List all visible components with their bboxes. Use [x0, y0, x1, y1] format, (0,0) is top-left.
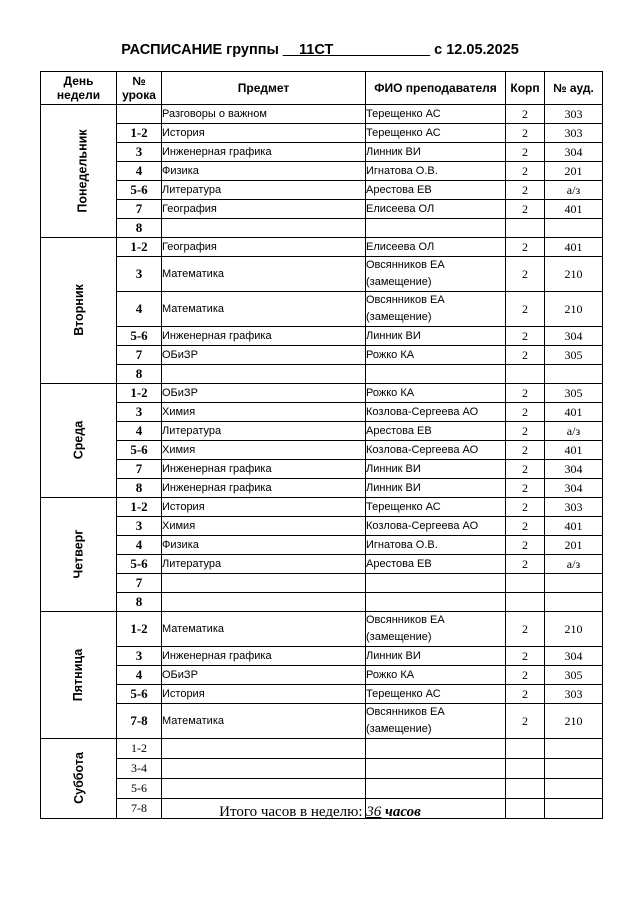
teacher-cell	[366, 593, 506, 612]
lesson-number: 5-6	[117, 441, 162, 460]
header-room: № ауд.	[545, 72, 603, 105]
room-cell: 401	[545, 403, 603, 422]
teacher-cell: Игнатова О.В.	[366, 162, 506, 181]
building-cell: 2	[506, 143, 545, 162]
lesson-number: 4	[117, 422, 162, 441]
lesson-row	[41, 422, 603, 441]
building-cell	[506, 365, 545, 384]
room-cell: 305	[545, 384, 603, 403]
building-cell: 2	[506, 238, 545, 257]
lesson-row	[41, 181, 603, 200]
lesson-number: 1-2	[117, 124, 162, 143]
lesson-row	[41, 384, 603, 403]
lesson-number: 1-2	[117, 498, 162, 517]
subject-cell	[162, 739, 366, 759]
lesson-number: 8	[117, 219, 162, 238]
room-cell: 304	[545, 647, 603, 666]
lesson-row	[41, 346, 603, 365]
lesson-number: 7-8	[117, 704, 162, 739]
building-cell: 2	[506, 124, 545, 143]
schedule-table	[40, 71, 603, 819]
subject-cell: Разговоры о важном	[162, 105, 366, 124]
lesson-number: 3-4	[117, 759, 162, 779]
building-cell: 2	[506, 555, 545, 574]
lesson-row	[41, 685, 603, 704]
lesson-row	[41, 517, 603, 536]
teacher-cell: Рожко КА	[366, 384, 506, 403]
subject-cell: Математика	[162, 292, 366, 327]
building-cell	[506, 219, 545, 238]
building-cell: 2	[506, 498, 545, 517]
building-cell: 2	[506, 666, 545, 685]
lesson-row	[41, 479, 603, 498]
schedule-body	[41, 105, 603, 819]
lesson-number: 7	[117, 346, 162, 365]
building-cell: 2	[506, 327, 545, 346]
room-cell: 303	[545, 105, 603, 124]
room-cell: 303	[545, 498, 603, 517]
building-cell: 2	[506, 460, 545, 479]
building-cell: 2	[506, 704, 545, 739]
teacher-cell: Овсянников ЕА (замещение)	[366, 612, 506, 647]
lesson-number: 1-2	[117, 612, 162, 647]
building-cell: 2	[506, 647, 545, 666]
lesson-row	[41, 460, 603, 479]
building-cell: 2	[506, 181, 545, 200]
subject-cell: История	[162, 498, 366, 517]
lesson-number: 7	[117, 200, 162, 219]
room-cell	[545, 739, 603, 759]
teacher-cell: Овсянников ЕА (замещение)	[366, 257, 506, 292]
lesson-number: 1-2	[117, 238, 162, 257]
subject-cell: Литература	[162, 422, 366, 441]
building-cell: 2	[506, 403, 545, 422]
teacher-cell: Козлова-Сергеева АО	[366, 441, 506, 460]
lesson-number: 5-6	[117, 555, 162, 574]
building-cell: 2	[506, 685, 545, 704]
building-cell: 2	[506, 536, 545, 555]
lesson-row	[41, 498, 603, 517]
header-lesson: № урока	[117, 72, 162, 105]
lesson-number: 5-6	[117, 181, 162, 200]
lesson-row	[41, 759, 603, 779]
subject-cell: Химия	[162, 403, 366, 422]
room-cell	[545, 219, 603, 238]
teacher-cell: Линник ВИ	[366, 327, 506, 346]
building-cell: 2	[506, 257, 545, 292]
lesson-number: 4	[117, 162, 162, 181]
subject-cell: Химия	[162, 441, 366, 460]
day-cell	[41, 384, 117, 498]
building-cell: 2	[506, 162, 545, 181]
subject-cell: Математика	[162, 257, 366, 292]
teacher-cell: Козлова-Сергеева АО	[366, 403, 506, 422]
day-cell	[41, 498, 117, 612]
teacher-cell: Игнатова О.В.	[366, 536, 506, 555]
room-cell: 305	[545, 666, 603, 685]
room-cell	[545, 779, 603, 799]
lesson-number: 3	[117, 143, 162, 162]
subject-cell	[162, 574, 366, 593]
header-teacher: ФИО преподавателя	[366, 72, 506, 105]
lesson-row	[41, 536, 603, 555]
total-unit: часов	[381, 804, 421, 820]
lesson-number: 1-2	[117, 384, 162, 403]
building-cell: 2	[506, 441, 545, 460]
lesson-number: 5-6	[117, 685, 162, 704]
subject-cell: Инженерная графика	[162, 647, 366, 666]
room-cell: 304	[545, 143, 603, 162]
teacher-cell: Елисеева ОЛ	[366, 238, 506, 257]
building-cell: 2	[506, 346, 545, 365]
building-cell	[506, 779, 545, 799]
room-cell: 304	[545, 479, 603, 498]
teacher-cell: Терещенко АС	[366, 685, 506, 704]
lesson-row	[41, 666, 603, 685]
lesson-number: 4	[117, 292, 162, 327]
lesson-row	[41, 257, 603, 292]
teacher-cell: Терещенко АС	[366, 124, 506, 143]
lesson-number: 3	[117, 403, 162, 422]
room-cell: а/з	[545, 181, 603, 200]
lesson-number: 7	[117, 460, 162, 479]
building-cell: 2	[506, 479, 545, 498]
lesson-row	[41, 593, 603, 612]
room-cell: 401	[545, 441, 603, 460]
lesson-number: 8	[117, 479, 162, 498]
header-building: Корп	[506, 72, 545, 105]
subject-cell	[162, 365, 366, 384]
subject-cell: География	[162, 238, 366, 257]
subject-cell: ОБиЗР	[162, 666, 366, 685]
teacher-cell	[366, 219, 506, 238]
lesson-row	[41, 124, 603, 143]
teacher-cell	[366, 759, 506, 779]
lesson-number: 4	[117, 536, 162, 555]
day-name: Среда	[71, 420, 86, 460]
lesson-row	[41, 441, 603, 460]
teacher-cell	[366, 574, 506, 593]
subject-cell: Инженерная графика	[162, 143, 366, 162]
lesson-row	[41, 327, 603, 346]
lesson-row	[41, 574, 603, 593]
lesson-row	[41, 365, 603, 384]
lesson-row	[41, 162, 603, 181]
building-cell: 2	[506, 105, 545, 124]
room-cell	[545, 365, 603, 384]
lesson-number: 8	[117, 365, 162, 384]
teacher-cell: Арестова ЕВ	[366, 181, 506, 200]
teacher-cell: Овсянников ЕА (замещение)	[366, 292, 506, 327]
lesson-row	[41, 105, 603, 124]
room-cell: 201	[545, 536, 603, 555]
building-cell: 2	[506, 422, 545, 441]
day-cell	[41, 105, 117, 238]
subject-cell: Физика	[162, 536, 366, 555]
subject-cell: ОБиЗР	[162, 346, 366, 365]
lesson-number: 5-6	[117, 779, 162, 799]
lesson-number: 8	[117, 593, 162, 612]
subject-cell: Инженерная графика	[162, 327, 366, 346]
lesson-row	[41, 219, 603, 238]
lesson-row	[41, 779, 603, 799]
room-cell: 210	[545, 257, 603, 292]
building-cell: 2	[506, 200, 545, 219]
subject-cell: Литература	[162, 181, 366, 200]
subject-cell: Математика	[162, 612, 366, 647]
lesson-row	[41, 612, 603, 647]
lesson-row	[41, 739, 603, 759]
lesson-row	[41, 704, 603, 739]
building-cell	[506, 574, 545, 593]
room-cell: а/з	[545, 422, 603, 441]
header-day: День недели	[41, 72, 117, 105]
lesson-row	[41, 403, 603, 422]
lesson-number: 3	[117, 517, 162, 536]
header-row	[41, 72, 603, 105]
subject-cell: История	[162, 124, 366, 143]
room-cell: 303	[545, 685, 603, 704]
lesson-number: 3	[117, 647, 162, 666]
subject-cell	[162, 759, 366, 779]
schedule-title	[0, 42, 640, 58]
lesson-row	[41, 143, 603, 162]
building-cell: 2	[506, 612, 545, 647]
lesson-row	[41, 292, 603, 327]
lesson-row	[41, 238, 603, 257]
day-cell	[41, 612, 117, 739]
subject-cell: Математика	[162, 704, 366, 739]
room-cell: 401	[545, 238, 603, 257]
lesson-number: 7-8	[117, 799, 162, 819]
lesson-number: 1-2	[117, 739, 162, 759]
teacher-cell: Линник ВИ	[366, 460, 506, 479]
room-cell	[545, 574, 603, 593]
subject-cell: Инженерная графика	[162, 460, 366, 479]
lesson-number: 5-6	[117, 327, 162, 346]
teacher-cell: Овсянников ЕА (замещение)	[366, 704, 506, 739]
building-cell: 2	[506, 384, 545, 403]
teacher-cell: Арестова ЕВ	[366, 555, 506, 574]
teacher-cell: Козлова-Сергеева АО	[366, 517, 506, 536]
teacher-cell: Терещенко АС	[366, 105, 506, 124]
room-cell: а/з	[545, 555, 603, 574]
room-cell: 210	[545, 612, 603, 647]
room-cell: 305	[545, 346, 603, 365]
header-subject: Предмет	[162, 72, 366, 105]
day-name: Суббота	[71, 752, 86, 804]
teacher-cell: Арестова ЕВ	[366, 422, 506, 441]
teacher-cell	[366, 779, 506, 799]
lesson-row	[41, 555, 603, 574]
day-name: Пятница	[71, 648, 86, 701]
teacher-cell	[366, 365, 506, 384]
subject-cell	[162, 593, 366, 612]
teacher-cell	[366, 739, 506, 759]
building-cell	[506, 759, 545, 779]
teacher-cell: Рожко КА	[366, 346, 506, 365]
teacher-cell: Линник ВИ	[366, 143, 506, 162]
subject-cell: История	[162, 685, 366, 704]
total-hours: 36	[366, 804, 382, 820]
start-date: с 12.05.2025	[434, 42, 519, 58]
lesson-number: 4	[117, 666, 162, 685]
room-cell	[545, 593, 603, 612]
room-cell: 401	[545, 517, 603, 536]
lesson-number	[117, 105, 162, 124]
room-cell: 401	[545, 200, 603, 219]
teacher-cell: Рожко КА	[366, 666, 506, 685]
group-name: __11СТ____________	[282, 42, 431, 58]
subject-cell: Инженерная графика	[162, 479, 366, 498]
room-cell: 210	[545, 704, 603, 739]
teacher-cell: Елисеева ОЛ	[366, 200, 506, 219]
subject-cell: Литература	[162, 555, 366, 574]
room-cell: 304	[545, 460, 603, 479]
room-cell	[545, 759, 603, 779]
room-cell: 303	[545, 124, 603, 143]
teacher-cell: Терещенко АС	[366, 498, 506, 517]
weekly-total	[0, 804, 640, 821]
subject-cell	[162, 779, 366, 799]
building-cell: 2	[506, 517, 545, 536]
subject-cell	[162, 219, 366, 238]
lesson-row	[41, 200, 603, 219]
room-cell: 210	[545, 292, 603, 327]
teacher-cell: Линник ВИ	[366, 479, 506, 498]
teacher-cell: Линник ВИ	[366, 647, 506, 666]
lesson-number: 7	[117, 574, 162, 593]
title-prefix: РАСПИСАНИЕ группы	[121, 42, 283, 58]
building-cell	[506, 739, 545, 759]
building-cell: 2	[506, 292, 545, 327]
room-cell: 304	[545, 327, 603, 346]
subject-cell: ОБиЗР	[162, 384, 366, 403]
subject-cell: Физика	[162, 162, 366, 181]
day-name: Четверг	[71, 529, 86, 579]
building-cell	[506, 593, 545, 612]
lesson-row	[41, 647, 603, 666]
day-name: Понедельник	[75, 128, 90, 213]
room-cell: 201	[545, 162, 603, 181]
lesson-number: 3	[117, 257, 162, 292]
total-label: Итого часов в неделю:	[219, 804, 367, 820]
subject-cell: География	[162, 200, 366, 219]
subject-cell: Химия	[162, 517, 366, 536]
day-cell	[41, 238, 117, 384]
day-name: Вторник	[71, 284, 86, 336]
